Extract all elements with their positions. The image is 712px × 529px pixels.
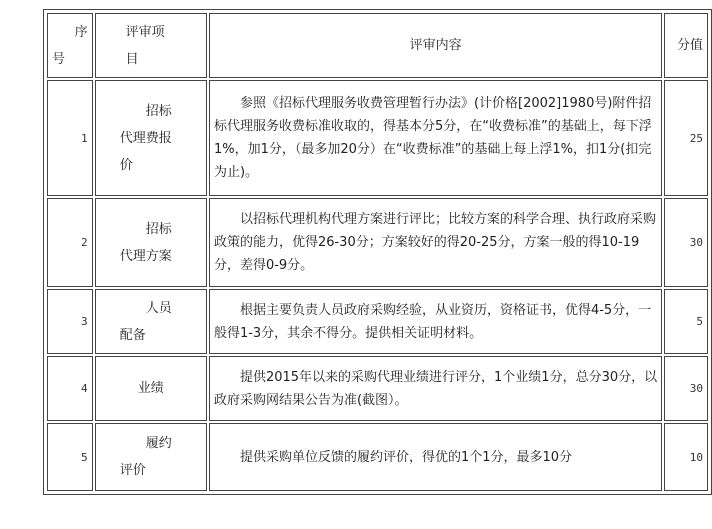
row-review-content	[209, 80, 662, 196]
row-review-item	[95, 289, 207, 354]
table-row	[47, 423, 708, 491]
row-serial-number: 5	[47, 423, 93, 491]
table-row	[47, 356, 708, 421]
row-review-content	[209, 356, 662, 421]
row-review-content-text: 根据主要负责人员政府采购经验，从业资历，资格证书，优得4-5分，一般得1-3分，其余不得分。提供相关证明材料。	[213, 302, 652, 341]
scoring-criteria-table	[45, 11, 710, 493]
row-review-item-text: 履约评价	[119, 436, 172, 478]
row-review-item	[95, 198, 207, 287]
row-score: 30	[664, 356, 708, 421]
row-review-item	[95, 80, 207, 196]
row-review-item	[95, 423, 207, 491]
row-serial-number: 4	[47, 356, 93, 421]
header-item-line2: 目	[125, 51, 139, 67]
header-serial-number	[47, 13, 93, 78]
row-review-content-text: 提供2015年以来的采购代理业绩进行评分，1个业绩1分，总分30分，以政府采购网结果公告为准(截图）。	[213, 369, 658, 408]
row-review-content-text: 提供采购单位反馈的履约评价，得优的1个1分，最多10分	[239, 449, 573, 465]
row-score: 5	[664, 289, 708, 354]
row-review-item	[95, 356, 207, 421]
table-row	[47, 80, 708, 196]
row-serial-number: 1	[47, 80, 93, 196]
header-serial-line2: 号	[52, 51, 66, 67]
row-review-content-text: 参照《招标代理服务收费管理暂行办法》(计价格[2002]1980号)附件招标代理服务收费标准收取的，得基本分5分，在“收费标准”的基础上，每下浮1%，加1分，（最多加20分）在“收费标准”的基础上每上浮1%，扣1分(扣完为止)。	[213, 96, 652, 180]
row-score: 25	[664, 80, 708, 196]
row-review-item-text: 招标代理方案	[119, 221, 172, 264]
header-review-item	[95, 13, 207, 78]
row-review-content	[209, 289, 662, 354]
table-row	[47, 198, 708, 287]
header-review-content: 评审内容	[209, 13, 662, 78]
row-review-item-text: 招标代理费报价	[119, 103, 172, 173]
row-serial-number: 2	[47, 198, 93, 287]
row-review-content-text: 以招标代理机构代理方案进行评比；比较方案的科学合理、执行政府采购政策的能力，优得26-30分；方案较好的得20-25分，方案一般的得10-19分，差得0-9分。	[213, 212, 656, 273]
row-review-item-text: 业绩	[137, 381, 164, 396]
table-row	[47, 289, 708, 354]
row-score: 10	[664, 423, 708, 491]
scoring-table-frame	[43, 9, 712, 495]
row-review-item-text: 人员配备	[119, 300, 172, 343]
row-serial-number: 3	[47, 289, 93, 354]
table-header-row	[47, 13, 708, 78]
row-score: 30	[664, 198, 708, 287]
row-review-content	[209, 423, 662, 491]
row-review-content	[209, 198, 662, 287]
header-item-line1: 评审项	[125, 24, 165, 40]
header-score: 分值	[664, 13, 708, 78]
header-serial-line1: 序	[74, 24, 88, 40]
